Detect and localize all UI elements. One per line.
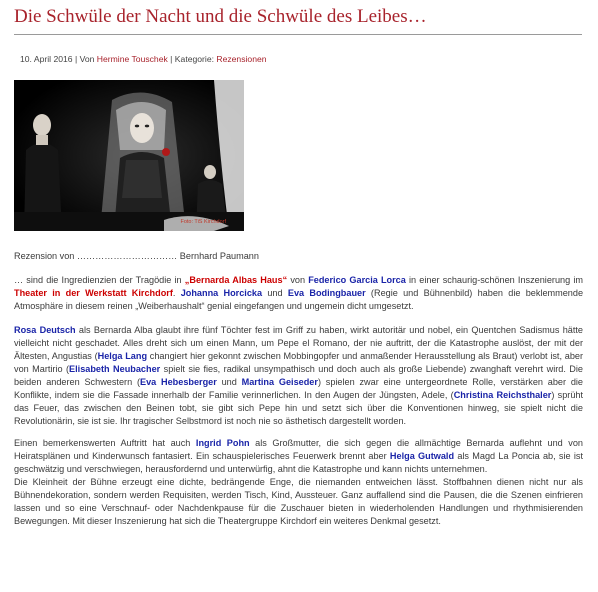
paragraph-staging (14, 476, 583, 528)
person-link[interactable]: Christina Reichsthaler (453, 390, 552, 400)
highlight-link-red[interactable]: „Bernarda Albas Haus“ (184, 275, 288, 285)
stage-photo[interactable] (14, 80, 244, 231)
person-link[interactable]: Helga Gutwald (389, 451, 455, 461)
text-segment: Die Kleinheit der Bühne erzeugt eine dichte, bedrängende Enge, die niemanden entweichen lässt. Stoffbahnen dienen nicht nur als Bühnendekoration, sondern werden Requisiten, werden Tisch, Kind, Aussteuer. Ganz auffallend sind die Pausen, die die Szenen einfrieren lassen und so eine Verschnauf- oder Nachdenkpause für die Zuschauer bieten in wiederholenden Handlungen und rhythmisierenden Bewegungen. Mit dieser Inszenierung hat sich die Theatergruppe Kirchdorf ein weiteres Denkmal gesetzt. (14, 477, 583, 526)
person-link[interactable]: Rosa Deutsch (14, 325, 76, 335)
paragraph-cast (14, 324, 583, 428)
text-segment: als Großmutter, die sich gegen die allmächtige Bernarda auflehnt und von Heiratsplänen und Kinderwunsch fantasiert. Ein schauspielerisches Feuerwerk brennt aber (14, 438, 583, 461)
paragraph-intro (14, 274, 583, 313)
post-meta (20, 54, 267, 64)
person-link[interactable]: Federico Garcia Lorca (308, 275, 406, 285)
meta-separator-author: | Von (72, 54, 97, 64)
category-link[interactable]: Rezensionen (216, 54, 267, 64)
person-link[interactable]: Eva Hebesberger (139, 377, 217, 387)
post-date: 10. April 2016 (20, 54, 73, 64)
text-segment: als Bernarda Alba glaubt ihre fünf Töchter fest im Griff zu haben, wirkt autoritär und nobel, ein Quentchen Sadismus hätte vielleicht nicht geschadet. Alles dreht sich um einen Mann, um Pepe el Romano, der nie auftritt, der die Katastrophe auslöst, der mit der Ältesten, Angustias ( (14, 325, 583, 361)
text-segment: Einen bemerkenswerten Auftritt hat auch (14, 438, 196, 448)
person-link[interactable]: Helga Lang (97, 351, 148, 361)
text-segment: als Magd La Poncia ab, sie ist geschwätzig und verschwiegen, herausfordernd und unterwürfig, ahnt die Katastrophe und kann nichts unternehmen. (14, 451, 583, 474)
highlight-link-red[interactable]: Theater in der Werkstatt Kirchdorf (14, 288, 173, 298)
title-divider (14, 34, 582, 35)
paragraph-group-closing (14, 437, 583, 528)
text-segment: und (216, 377, 242, 387)
text-segment: ) sprüht das Feuer, das zwischen den Beinen tobt, sie gibt sich Pepe hin und setzt sich über die Konventionen hinweg, sie spielt nicht die Revolutionärin, sie ist sie. Ihr tragischer Selbstmord ist noch nie so ästhetisch dargestellt worden. (14, 390, 584, 426)
text-segment: changiert hier gekonnt zwischen Mobbingopfer und anmaßender Herausstellung als Braut) verlobt ist, aber von Martirio ( (14, 351, 584, 374)
person-link[interactable]: Eva Bodingbauer (287, 288, 366, 298)
article-body (14, 250, 583, 528)
text-segment: und (262, 288, 288, 298)
text-segment: ) spielen zwar eine untergeordnete Rolle, verstärken aber die Konflikte, indem sie die Fassade innerhalb der Familie verinnerlichen. In den Augen der Jüngsten, Adele, ( (14, 377, 584, 400)
person-link[interactable]: Elisabeth Neubacher (69, 364, 161, 374)
author-link[interactable]: Hermine Touschek (96, 54, 168, 64)
meta-separator-category: | Kategorie: (167, 54, 217, 64)
text-segment: spielt sie fies, radikal unsympathisch und doch auch als große Liebende) zwanghaft verehrt wird. Die beiden anderen Schwestern ( (14, 364, 584, 387)
person-link[interactable]: Martina Geiseder (241, 377, 318, 387)
stage-photo-illustration (14, 80, 244, 231)
person-link[interactable]: Ingrid Pohn (195, 438, 250, 448)
text-segment: … sind die Ingredienzien der Tragödie in (14, 275, 185, 285)
person-link[interactable]: Johanna Horcicka (180, 288, 263, 298)
paragraph-supporting-cast (14, 437, 583, 476)
article-title[interactable]: Die Schwüle der Nacht und die Schwüle des Leibes… (14, 6, 427, 27)
text-segment: (Regie und Bühnenbild) haben die beklemmende Atmosphäre in diesem reinen „Weiberhaushalt“ genial eingefangen und ungemein dicht umgesetzt. (14, 288, 584, 311)
photo-credit: Foto: TiS Kirchdorf (180, 219, 226, 225)
text-segment: in einer schaurig-schönen Inszenierung im (405, 275, 583, 285)
text-segment: von (287, 275, 309, 285)
byline: Rezension von …………………………… Bernhard Paumann (14, 251, 259, 261)
text-segment: . (172, 288, 181, 298)
